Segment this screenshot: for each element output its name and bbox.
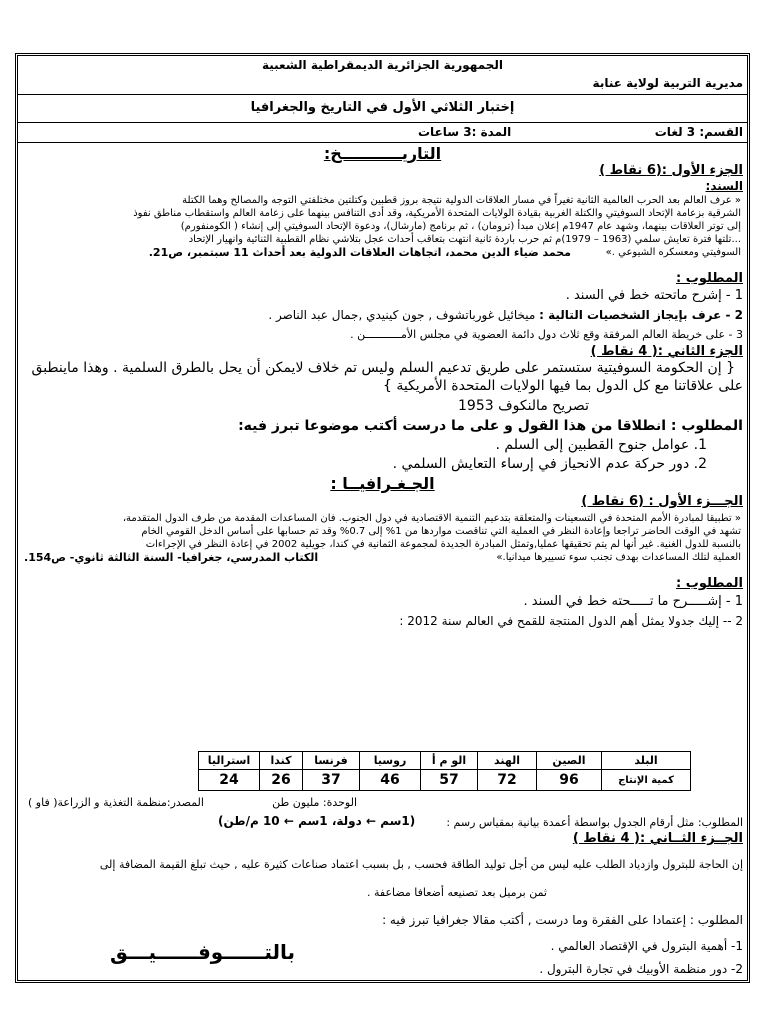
history-text-line: السوفيتي ومعسكره الشيوعي .» — [605, 247, 741, 258]
wheat-production-table — [198, 751, 691, 791]
republic-title: الجمهورية الجزائرية الديمقراطية الشعبية — [261, 58, 504, 72]
history-item2: 2. دور حركة عدم الانحياز في إرساء التعايش السلمي . — [392, 456, 707, 472]
geography-text — [24, 512, 741, 564]
table-cell: الهند — [478, 752, 537, 770]
table-cell: فرنسا — [303, 752, 360, 770]
table-cell: الو م أ — [421, 752, 478, 770]
table-cell: البلد — [602, 752, 691, 770]
geography-q2: 2 -- إليك جدولا يمثل أهم الدول المنتجة للقمح في العالم سنة 2012 : — [399, 614, 743, 628]
history-quote-source: تصريح مالنكوف 1953 — [458, 398, 589, 414]
exam-title: إختبار الثلاثي الأول في التاريخ والجغرافيا — [250, 100, 515, 115]
table-row-label: كمية الإنتاج — [602, 770, 691, 791]
history-quote-line1: { إن الحكومة السوفيتية ستستمر على طريق تدعيم السلم وليس تم خلاف لايمكن أن يحل بالطرق السلمية . وهذا ماينطبق — [31, 360, 735, 376]
geography-q1: 1 - إشـــــرح ما تـــــحته خط في السند . — [523, 594, 743, 609]
geography-scale: (1سم ← دولة، 1سم ← 10 م/طن) — [218, 814, 416, 828]
geography-text-line: بالنسبة للدول الغنية. غير أنها لم يتم تحقيقها عمليا,وتمثل المبادرة الجديدة لمجموعة الثمانية في كندا، جويلية 2002 في إعادة النظر في الإجراءات — [145, 539, 741, 550]
geography-part2-title: الجــزء الثــاني :( 4 نقاط ) — [572, 831, 743, 846]
table-cell: 37 — [303, 770, 360, 791]
geography-p2-line1: إن الحاجة للبترول وازدياد الطلب عليه ليس من أجل توليد الطاقة فحسب , بل بسبب اعتماد صناعات كثيرة عليه , حيث تبلغ القيمة المضافة إلى — [99, 858, 743, 871]
geography-required3: المطلوب : إعتمادا على الفقرة وما درست , أكتب مقالا جغرافيا تبرز فيه : — [382, 913, 743, 927]
history-q1: 1 - إشرح ماتحته خط في السند . — [565, 288, 743, 303]
history-text-line: « عرف العالم بعد الحرب العالمية الثانية تغيراً في مسار العلاقات الدولية نتيجة بروز قطبين وكتلتين مختلفتي التوجه والمصالح وهما الكتلة — [182, 195, 741, 206]
history-text-line: الشرقية بزعامة الإتحاد السوفيتي والكتلة الغربية بقيادة الولايات المتحدة الأمريكية، وقد أدى التنافس بينهما على زعامة العالم واستقطاب مناطق نفوذ — [133, 208, 741, 219]
geography-title: الجـغـرافيــا : — [330, 474, 435, 493]
history-item1: 1. عوامل جنوح القطبين إلى السلم . — [495, 437, 707, 453]
history-text-line: إلى توتر العلاقات بينهما، وشهد عام 1947م إعلان مبدأ (ترومان) ، ثم برنامج (مارشال)، ودعوة الإتحاد السوفيتي إلى إنشاء ( الكومنفورم) — [180, 221, 741, 232]
history-part1-title: الجزء الأول :(6 نقاط ) — [599, 163, 743, 178]
info-row — [18, 122, 747, 143]
geography-text-line: تشهد في الوقت الحاضر تراجعا وإعادة النظر في العملية التي تناقصت مواردها من 1% إلى 0.7% وقد تم حسابها على أساس الدخل القومي الخام — [141, 526, 741, 537]
geography-p2-line2: ثمن برميل بعد تصنيعه أضعافا مضاعفة . — [366, 886, 547, 899]
history-q2-rest: ميخائيل غورباتشوف , جون كينيدي ,جمال عبد الناصر . — [268, 308, 536, 322]
geography-item1: 1- أهمية البترول في الإقتصاد العالمي . — [550, 939, 743, 953]
geography-source-label: المصدر:منظمة التغذية و الزراعة( فاو ) — [28, 796, 204, 809]
history-title: التاريـــــــــــخ: — [323, 144, 442, 163]
table-cell: 72 — [478, 770, 537, 791]
table-cell: 26 — [260, 770, 303, 791]
history-source: محمد ضياء الدين محمد، اتجاهات العلاقات الدولية بعد أحداث 11 سبتمبر، ص21. — [148, 246, 571, 259]
table-header-row — [199, 752, 691, 770]
geography-item2: 2- دور منظمة الأوبيك في تجارة البترول . — [539, 962, 743, 976]
exam-page — [15, 53, 750, 983]
section-label: القسم: 3 لغات — [654, 125, 743, 139]
geography-text-line: العملية لتلك المساعدات بهدف تجنب سوء تسييرها ميدانيا.» — [496, 552, 741, 563]
history-quote-line2: على علاقاتنا مع كل الدول بما فيها الولايات المتحدة الأمريكية } — [382, 378, 743, 394]
history-q3: 3 - على خريطة العالم المرفقة وقع ثلاث دول دائمة العضوية في مجلس الأمـــــــــــن . — [350, 328, 743, 341]
geography-required-label: المطلوب : — [676, 576, 743, 591]
exam-title-row — [18, 94, 747, 123]
geography-required-graph: المطلوب: مثل أرقام الجدول بواسطة أعمدة بيانية بمقياس رسم : — [446, 816, 743, 829]
closing-wish: بالتــــــوفــــــيـــق — [110, 940, 296, 964]
table-cell: 57 — [421, 770, 478, 791]
history-required-label: المطلوب : — [676, 271, 743, 286]
geography-source: الكتاب المدرسي، جغرافيا- السنة الثالثة ثانوي- ص154. — [24, 551, 319, 564]
geography-unit: الوحدة: مليون طن — [272, 796, 357, 809]
history-q2 — [268, 308, 743, 323]
header-block — [18, 56, 747, 95]
directorate: مديرية التربية لولاية عنابة — [592, 76, 743, 90]
table-cell: استراليا — [199, 752, 260, 770]
geography-part1-title: الجـــزء الأول : (6 نقاط ) — [581, 494, 743, 509]
history-part2-title: الجزء الثاني :( 4 نقاط ) — [590, 344, 743, 359]
table-cell: 96 — [537, 770, 602, 791]
history-required2: المطلوب : انطلاقا من هذا القول و على ما درست أكتب موضوعا تبرز فيه: — [238, 418, 743, 434]
table-cell: 24 — [199, 770, 260, 791]
table-values-row — [199, 770, 691, 791]
history-q2-bold: 2 - عرف بإيجاز الشخصيات التالية : — [539, 308, 743, 322]
table-cell: 46 — [360, 770, 421, 791]
table-cell: روسيا — [360, 752, 421, 770]
history-text-line: ...تلتها فترة تعايش سلمي (1963 – 1979)م ثم حرب باردة ثانية انتهت بتعاقب أحداث عجل بتلاشي نظام القطبية الثنائية وانهيار الإتحاد — [188, 234, 741, 245]
sanad-label: السند: — [705, 179, 743, 193]
table-cell: الصين — [537, 752, 602, 770]
geography-text-line: « تطبيقا لمبادرة الأمم المتحدة في التسعينات والمتعلقة بتدعيم التنمية الاقتصادية في دول الجنوب. فان المساعدات المقدمة من طرف الدول المتقدمة، — [122, 513, 741, 524]
table-cell: كندا — [260, 752, 303, 770]
history-text — [24, 194, 741, 259]
duration-label: المدة :3 ساعات — [418, 125, 512, 139]
